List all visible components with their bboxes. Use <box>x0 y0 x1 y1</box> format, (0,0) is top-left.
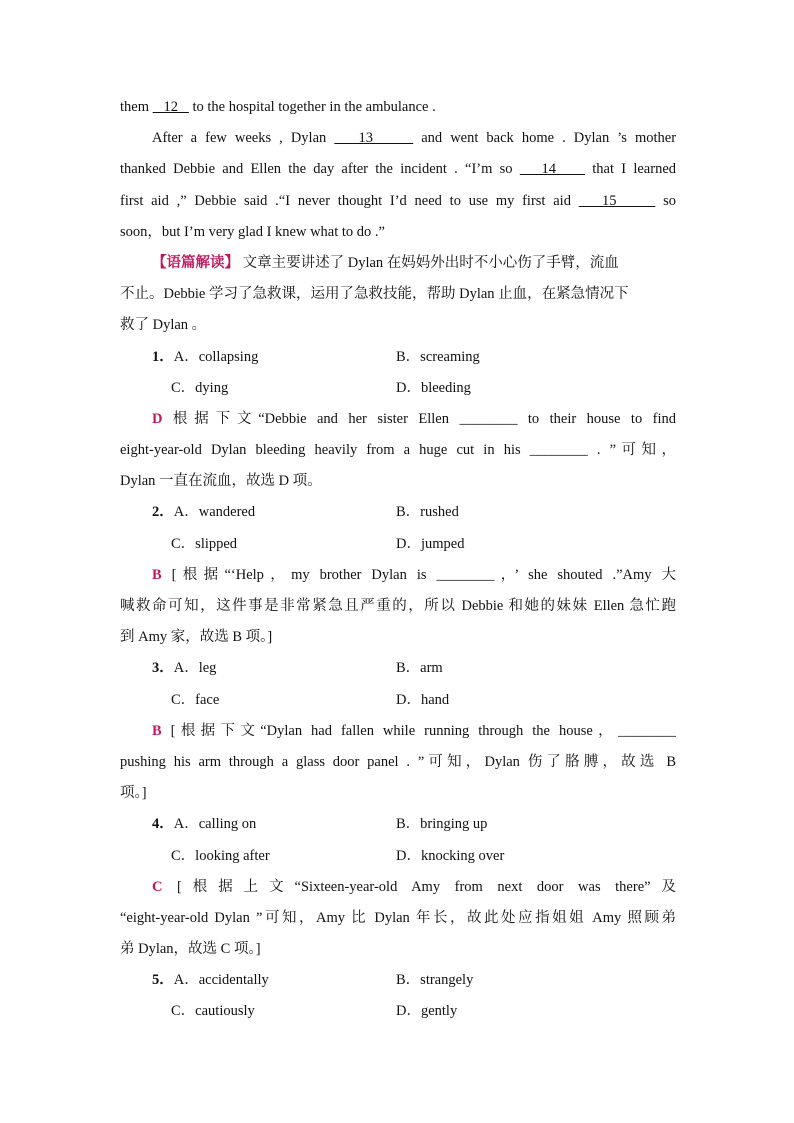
question-number: 1． <box>152 348 174 365</box>
text: them <box>120 99 153 115</box>
analysis-line <box>120 279 676 310</box>
question-5-option-b: B．strangely <box>396 972 474 989</box>
text: that I learned <box>585 161 676 178</box>
analysis-tag: 【语篇解读】 <box>152 254 239 271</box>
question-3-option-c: C．face <box>171 691 220 708</box>
passage-line <box>120 217 676 248</box>
text: and went back home . Dylan ’s mother <box>413 130 676 147</box>
question-5-option-a: 5．A．accidentally <box>152 972 269 989</box>
question-3-row-2 <box>120 685 676 716</box>
question-2-option-c: C．slipped <box>171 535 238 552</box>
question-2-row-1 <box>120 497 676 528</box>
question-number: 2． <box>152 504 174 521</box>
text: to the hospital together in the ambulance . <box>188 99 436 115</box>
question-number: 3． <box>152 660 174 677</box>
question-4-option-c: C．looking after <box>171 847 270 864</box>
text: so <box>655 192 676 209</box>
question-4-option-b: B．bringing up <box>396 816 488 833</box>
question-1-row-1 <box>120 342 676 373</box>
question-4-explanation: 弟 Dylan，故选 C 项。] <box>120 941 261 958</box>
question-4-row-2 <box>120 841 676 872</box>
question-1-option-b: B．screaming <box>396 348 480 365</box>
question-1-explanation: D 根据下文“Debbie and her sister Ellen ________ to their house to find <box>152 410 676 427</box>
question-5-option-c: C．cautiously <box>171 1003 255 1020</box>
question-3-row-1 <box>120 653 676 684</box>
passage-line <box>120 92 676 123</box>
question-3-option-d: D．hand <box>396 691 450 708</box>
question-2-explanation: 到 Amy 家，故选 B 项。] <box>120 629 273 646</box>
blank-14: 14 <box>519 161 586 178</box>
passage-line <box>120 186 676 217</box>
question-3-explanation: B [根据下文“Dylan had fallen while running through the house，________ <box>152 722 676 739</box>
text: first aid ,” Debbie said .“I never thought I’d need to use my first aid <box>120 192 579 209</box>
question-4-explanation: C [根据上文“Sixteen-year-old Amy from next door was there”及 <box>152 878 676 895</box>
answer-letter: B <box>152 566 162 583</box>
question-2-explanation: B [根据“‘Help，my brother Dylan is ________，’ she shouted .”Amy 大 <box>152 566 676 583</box>
question-4-option-a: 4．A．calling on <box>152 816 257 833</box>
question-number: 5． <box>152 972 174 989</box>
question-1-row-2 <box>120 373 676 404</box>
blank-13: 13 <box>334 130 414 147</box>
analysis-text: 文章主要讲述了 Dylan 在妈妈外出时不小心伤了手臂，流血 <box>239 254 619 271</box>
answer-letter: D <box>152 410 163 427</box>
blank-15: 15 <box>578 192 656 209</box>
text: thanked Debbie and Ellen the day after the incident . “I’m so <box>120 161 520 178</box>
question-2-row-2 <box>120 529 676 560</box>
page-content <box>120 92 676 1028</box>
analysis-line <box>120 248 676 279</box>
blank-12: 12 <box>152 99 189 115</box>
question-3-option-b: B．arm <box>396 660 443 677</box>
question-1-option-c: C．dying <box>171 379 229 396</box>
answer-letter: B <box>152 722 162 739</box>
question-4-explanation: “eight-year-old Dylan ”可知，Amy 比 Dylan 年长，故此处应指姐姐 Amy 照顾弟 <box>120 909 676 926</box>
answer-letter: C <box>152 878 163 895</box>
analysis-text: 不止。Debbie 学习了急救课，运用了急救技能，帮助 Dylan 止血，在紧急情况下 <box>120 286 629 303</box>
question-1-explanation: Dylan 一直在流血，故选 D 项。 <box>120 473 322 490</box>
question-5-row-2 <box>120 996 676 1027</box>
question-1-explanation: eight-year-old Dylan bleeding heavily from a huge cut in his ________ . ”可知， <box>120 442 676 459</box>
question-2-option-d: D．jumped <box>396 535 465 552</box>
analysis-line <box>120 310 676 341</box>
passage-line <box>120 123 676 154</box>
question-5-row-1 <box>120 965 676 996</box>
question-1-option-a: 1．A．collapsing <box>152 348 259 365</box>
question-3-explanation: pushing his arm through a glass door panel . ”可知，Dylan 伤了胳膊，故选 B <box>120 753 676 770</box>
text: After a few weeks , Dylan <box>152 130 335 147</box>
question-2-explanation: 喊救命可知，这件事是非常紧急且严重的，所以 Debbie 和她的妹妹 Ellen 急忙跑 <box>120 598 676 614</box>
question-3-explanation: 项。] <box>120 785 147 802</box>
question-2-option-a: 2．A．wandered <box>152 504 256 521</box>
text: soon，but I’m very glad I knew what to do .” <box>120 223 385 240</box>
question-1-option-d: D．bleeding <box>396 379 471 396</box>
question-4-option-d: D．knocking over <box>396 847 505 864</box>
question-3-option-a: 3．A．leg <box>152 660 217 677</box>
question-number: 4． <box>152 816 174 833</box>
question-5-option-d: D．gently <box>396 1003 458 1020</box>
analysis-text: 救了 Dylan 。 <box>120 317 207 334</box>
question-2-option-b: B．rushed <box>396 504 459 521</box>
passage-line <box>120 154 676 185</box>
question-4-row-1 <box>120 809 676 840</box>
